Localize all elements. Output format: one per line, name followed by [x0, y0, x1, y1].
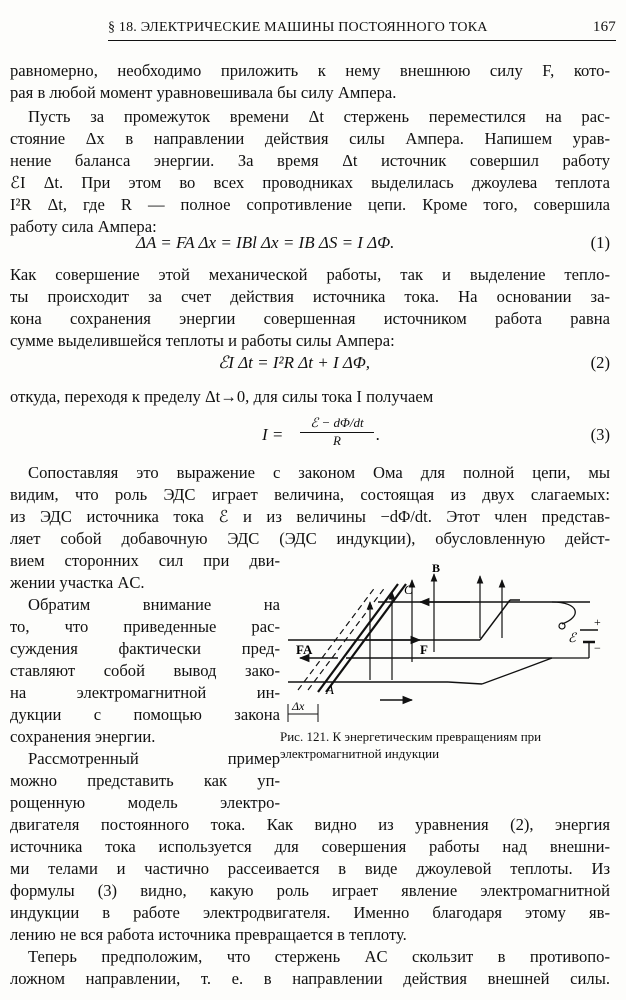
figure-caption: Рис. 121. К энергетическим превращениям при электромагнитной индукции [280, 729, 542, 761]
text-line: формулы (3) видно, какую роль играет явление электромагнитной [10, 881, 610, 900]
figure-121-diagram [280, 562, 610, 730]
text-line: жении участка AC. [10, 573, 145, 592]
text-line: ставляют собой вывод зако- [10, 661, 280, 680]
equation-1: ΔA = FA Δx = IBl Δx = IB ΔS = I ΔΦ. [136, 233, 395, 252]
equation-3-number: (3) [590, 425, 610, 444]
page-number: 167 [592, 19, 616, 35]
label-minus: − [594, 641, 601, 655]
label-b: B [432, 562, 441, 575]
label-emf: ℰ [568, 630, 576, 645]
equation-3-lhs: I = [262, 425, 284, 444]
equation-1-number: (1) [590, 233, 610, 252]
text-line: откуда, переходя к пределу Δt→0, для силы тока I получаем [10, 387, 434, 406]
label-dx: Δx [292, 699, 305, 713]
text-line: кона сохранения энергии совершенная источником работа равна [10, 309, 610, 328]
text-line: равномерно, необходимо приложить к нему внешнюю силу F, кото- [10, 61, 610, 80]
text-line: видим, что роль ЭДС играет величина, состоящая из двух слагаемых: [10, 485, 610, 504]
text-line: Как совершение этой механической работы, так и выделение тепло- [10, 265, 610, 284]
text-line: ложном направлении, т. е. в направлении действия внешней силы. [10, 969, 610, 988]
text-line: индукции в работе электродвигателя. Именно благодаря этому яв- [10, 903, 610, 922]
text-line: источника тока используется для совершения работы над внешни- [10, 837, 610, 856]
wire-bottom-link [482, 670, 520, 684]
label-a: A [326, 682, 334, 697]
text-line: вием сторонних сил при дви- [10, 551, 280, 570]
text-line: сохранения энергии. [10, 727, 156, 746]
rod-initial-position-edge [308, 586, 386, 690]
label-c: C [404, 582, 413, 597]
text-line: можно представить как уп- [10, 771, 280, 790]
chapter-title: § 18. ЭЛЕКТРИЧЕСКИЕ МАШИНЫ ПОСТОЯННОГО ТОКА [108, 20, 488, 35]
text-line: ты происходит за счет действия источника тока. На основании за- [10, 287, 610, 306]
text-line: Обратим внимание на [28, 595, 280, 614]
label-fa: FA [296, 642, 313, 657]
fraction-numerator: ℰ − dΦ/dt [300, 414, 374, 433]
text-line: работу сила Ампера: [10, 217, 157, 236]
equation-2-number: (2) [590, 353, 610, 372]
text-line: рощенную модель электро- [10, 793, 280, 812]
text-line: на электромагнитной ин- [10, 683, 280, 702]
equation-3-fraction [300, 414, 374, 449]
text-line: стояние Δx в направлении действия силы Ампера. Напишем урав- [10, 129, 610, 148]
rail-bottom-far [448, 682, 482, 684]
text-line: ляет собой добавочную ЭДС (ЭДС индукции), обусловленную дейст- [10, 529, 610, 548]
text-line: из ЭДС источника тока ℰ и из величины −dΦ/dt. Этот член представ- [10, 507, 610, 526]
text-line: ми телами и частично рассеивается в виде джоулевой теплоты. Из [10, 859, 610, 878]
text-line: лению не вся работа источника превращается в теплоту. [10, 925, 407, 944]
text-line: Рассмотренный пример [28, 749, 280, 768]
text-line: двигателя постоянного тока. Как видно из уравнения (2), энергия [10, 815, 610, 834]
text-line: рая в любой момент уравновешивала бы силу Ампера. [10, 83, 397, 102]
text-line: нение баланса энергии. За время Δt источник совершил работу [10, 151, 610, 170]
text-line: Сопоставляя это выражение с законом Ома для полной цепи, мы [28, 463, 610, 482]
rod-ac [318, 584, 398, 692]
running-header [108, 18, 616, 41]
equation-3-tail: . [376, 425, 381, 444]
wire-bottom-link-2 [520, 658, 552, 670]
rail-top-far [480, 600, 510, 640]
label-plus: + [594, 615, 601, 629]
text-line: дукции с помощью закона [10, 705, 280, 724]
text-line: I²R Δt, где R — полное сопротивление цепи. Кроме того, совершила [10, 195, 610, 214]
fraction-denominator: R [333, 433, 341, 448]
text-line: Пусть за промежуток времени Δt стержень переместился на рас- [28, 107, 610, 126]
rod-initial-position [298, 586, 376, 690]
equation-2: ℰI Δt = I²R Δt + I ΔΦ, [218, 353, 371, 372]
label-f: F [420, 642, 428, 657]
text-line: Теперь предположим, что стержень AC скользит в противопо- [28, 947, 610, 966]
text-line: ℰI Δt. При этом во всех проводниках выделилась джоулева теплота [10, 173, 610, 192]
text-line: сумме выделившейся теплоты и работы силы Ампера: [10, 331, 395, 350]
text-line: то, что приведенные рас- [10, 617, 280, 636]
wire-to-source [552, 602, 575, 624]
text-line: суждения фактически пред- [10, 639, 280, 658]
